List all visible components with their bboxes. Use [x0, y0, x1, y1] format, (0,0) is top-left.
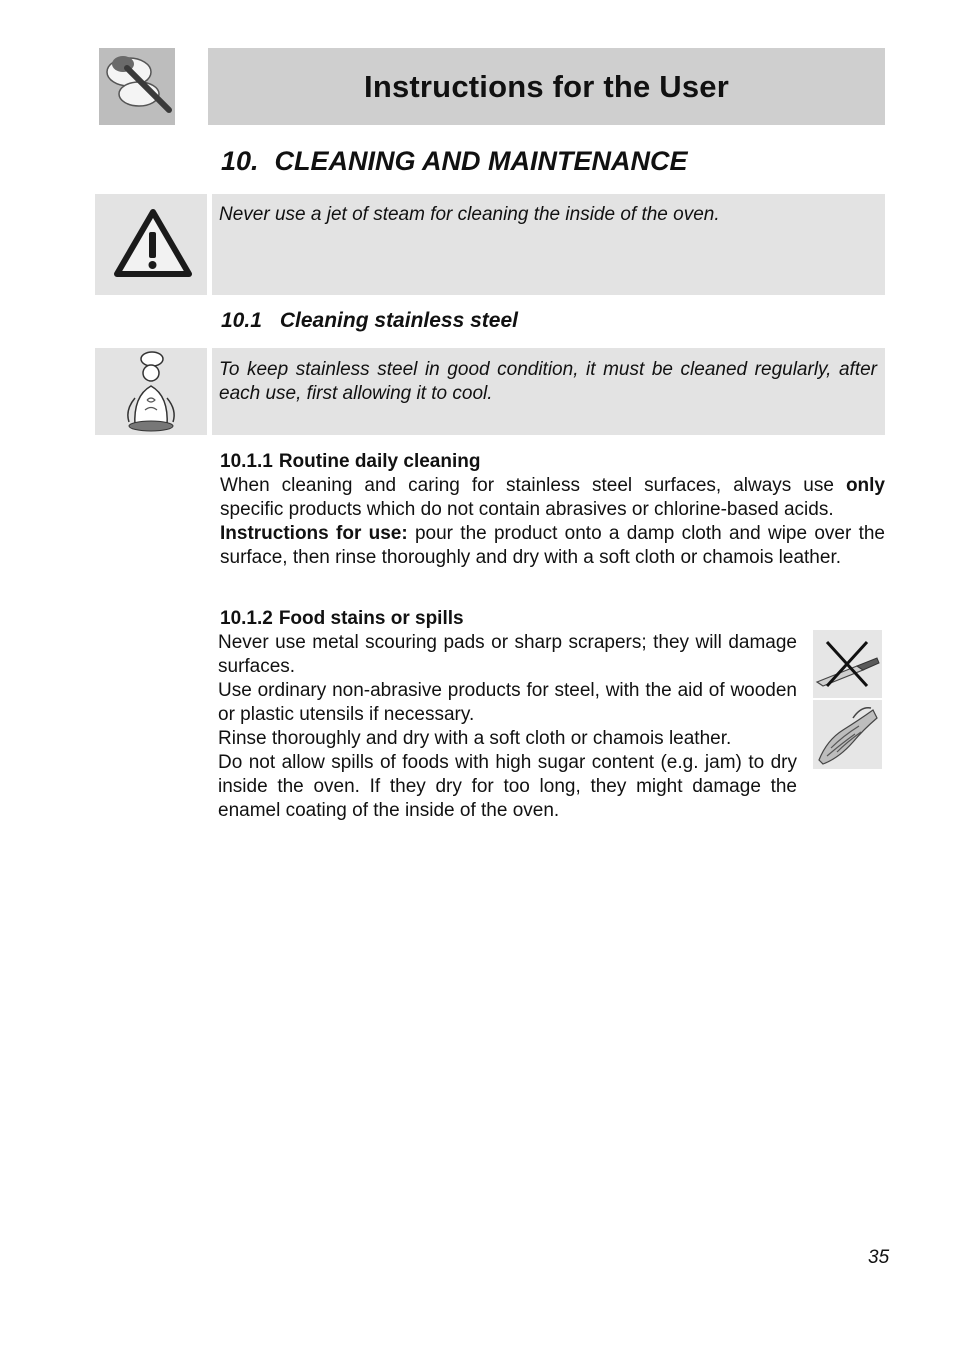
subsection-heading-10-1	[221, 309, 518, 333]
section-title	[221, 146, 688, 177]
crossed-knife-icon	[813, 630, 882, 698]
heading-title: Routine daily cleaning	[278, 451, 481, 472]
heading-number: 10.1.1	[220, 451, 273, 472]
warning-text: Never use a jet of steam for cleaning the inside of the oven.	[219, 204, 720, 225]
heading-title: Food stains or spills	[278, 608, 464, 629]
routine-cleaning-paragraph-1	[220, 474, 885, 522]
warning-text-cell	[212, 194, 885, 295]
subsection-title: Cleaning stainless steel	[279, 309, 518, 332]
food-stains-paragraph-1: Never use metal scouring pads or sharp scrapers; they will damage surfaces.	[218, 632, 797, 677]
heading-10-1-1	[220, 451, 480, 473]
page-header-title: Instructions for the User	[364, 68, 729, 104]
text-run: pour the product onto a damp cloth and wipe over the surface, then rinse thoroughly and dry with a soft cloth or chamois leather.	[220, 523, 885, 568]
wiping-pictogram	[813, 700, 882, 769]
chef-logo	[99, 48, 175, 125]
heading-10-1-2	[220, 608, 464, 630]
routine-cleaning-body	[220, 474, 885, 570]
food-stains-paragraph-3: Rinse thoroughly and dry with a soft cloth or chamois leather.	[218, 728, 732, 749]
bold-run: Instructions for use:	[220, 523, 408, 544]
section-title-text: CLEANING AND MAINTENANCE	[274, 146, 688, 176]
food-stains-body	[218, 631, 797, 823]
food-stains-paragraph-4: Do not allow spills of foods with high sugar content (e.g. jam) to dry inside the oven. If they dry for too long, they might damage the enamel coating of the inside of the oven.	[218, 752, 797, 821]
warning-triangle-icon	[95, 194, 207, 295]
chef-note-cell	[212, 348, 885, 435]
section-number: 10.	[221, 146, 259, 176]
text-run: When cleaning and caring for stainless steel surfaces, always use	[220, 475, 846, 496]
hand-wiping-icon	[813, 700, 882, 769]
chef-note-text: To keep stainless steel in good condition, it must be cleaned regularly, after each use, first allowing it to cool.	[219, 359, 877, 404]
warning-icon-cell	[95, 194, 207, 295]
chef-hat-spoon-icon	[99, 48, 175, 125]
subsection-number: 10.1	[221, 309, 262, 332]
page-number: 35	[868, 1247, 890, 1268]
food-stains-paragraph-2: Use ordinary non-abrasive products for steel, with the aid of wooden or plastic utensils if necessary.	[218, 680, 797, 725]
heading-number: 10.1.2	[220, 608, 273, 629]
bold-run: only	[845, 475, 885, 496]
routine-cleaning-paragraph-2	[220, 522, 885, 570]
text-run: specific products which do not contain abrasives or chlorine-based acids.	[220, 499, 834, 520]
no-scraper-pictogram	[813, 630, 882, 698]
chef-icon-cell	[95, 348, 207, 435]
header-bar	[208, 48, 885, 125]
chef-icon	[95, 348, 207, 435]
